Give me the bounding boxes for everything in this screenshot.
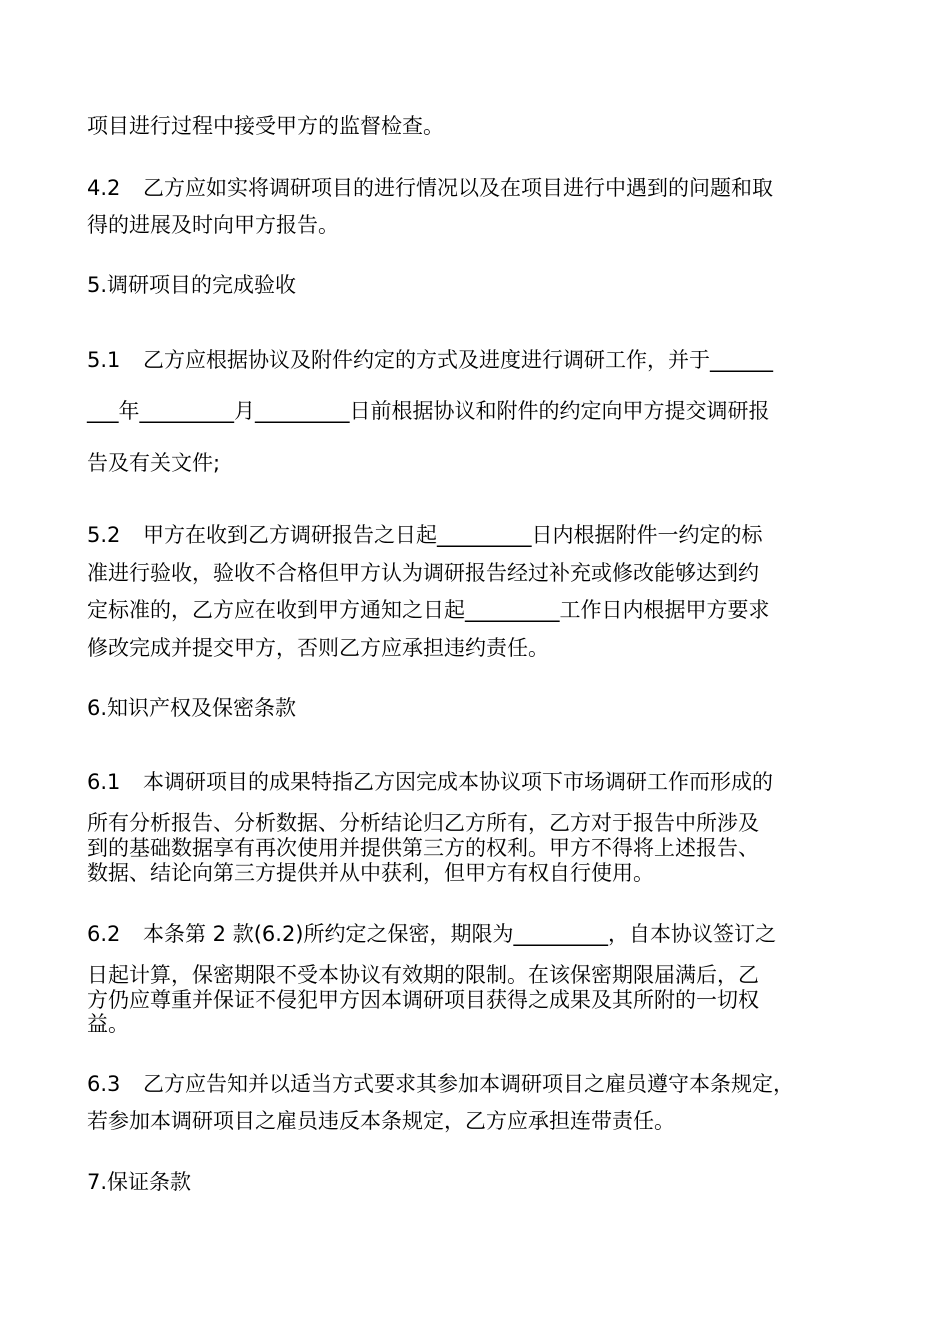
clause-number: 4.2	[87, 176, 121, 200]
section-heading-7: 7.保证条款	[87, 1170, 192, 1194]
clause-number: 6.1	[87, 770, 121, 794]
paragraph-5-2-line-3: 定标准的，乙方应在收到甲方通知之日起_________工作日内根据甲方要求	[87, 598, 770, 622]
clause-number: 5.2	[87, 523, 121, 547]
paragraph-6-2-line-4: 益。	[87, 1012, 129, 1036]
paragraph-6-1-line-4: 数据、结论向第三方提供并从中获利，但甲方有权自行使用。	[87, 861, 654, 885]
paragraph-5-2-line-4: 修改完成并提交甲方，否则乙方应承担违约责任。	[87, 636, 549, 660]
paragraph-5-1-line-3: 告及有关文件;	[87, 451, 221, 475]
paragraph-5-2-line-1: 5.2 甲方在收到乙方调研报告之日起_________日内根据附件一约定的标	[87, 523, 763, 547]
paragraph-4-2-line-2: 得的进展及时向甲方报告。	[87, 213, 339, 237]
paragraph-6-1-line-3: 到的基础数据享有再次使用并提供第三方的权利。甲方不得将上述报告、	[87, 836, 759, 860]
paragraph-5-1-line-2: ___年_________月_________日前根据协议和附件的约定向甲方提交调研报	[87, 399, 770, 423]
paragraph-5-2-line-2: 准进行验收，验收不合格但甲方认为调研报告经过补充或修改能够达到约	[87, 561, 759, 585]
paragraph-6-1-line-1: 6.1 本调研项目的成果特指乙方因完成本协议项下市场调研工作而形成的	[87, 770, 773, 794]
paragraph-4-1-tail: 项目进行过程中接受甲方的监督检查。	[87, 114, 444, 138]
paragraph-6-2-line-1: 6.2 本条第 2 款(6.2)所约定之保密，期限为_________，自本协议签订之	[87, 922, 776, 946]
paragraph-6-2-line-2: 日起计算，保密期限不受本协议有效期的限制。在该保密期限届满后，乙	[87, 963, 759, 987]
paragraph-4-2-line-1: 4.2 乙方应如实将调研项目的进行情况以及在项目进行中遇到的问题和取	[87, 176, 773, 200]
clause-number: 6.3	[87, 1072, 121, 1096]
paragraph-6-3-line-1: 6.3 乙方应告知并以适当方式要求其参加本调研项目之雇员遵守本条规定，	[87, 1072, 794, 1096]
paragraph-5-1-line-1: 5.1 乙方应根据协议及附件约定的方式及进度进行调研工作，并于______	[87, 348, 773, 372]
section-heading-6: 6.知识产权及保密条款	[87, 696, 297, 720]
section-heading-5: 5.调研项目的完成验收	[87, 273, 297, 297]
paragraph-6-1-line-2: 所有分析报告、分析数据、分析结论归乙方所有，乙方对于报告中所涉及	[87, 811, 759, 835]
clause-number: 6.2	[87, 922, 121, 946]
clause-number: 5.1	[87, 348, 121, 372]
paragraph-6-2-line-3: 方仍应尊重并保证不侵犯甲方因本调研项目获得之成果及其所附的一切权	[87, 988, 759, 1012]
paragraph-6-3-line-2: 若参加本调研项目之雇员违反本条规定，乙方应承担连带责任。	[87, 1109, 675, 1133]
